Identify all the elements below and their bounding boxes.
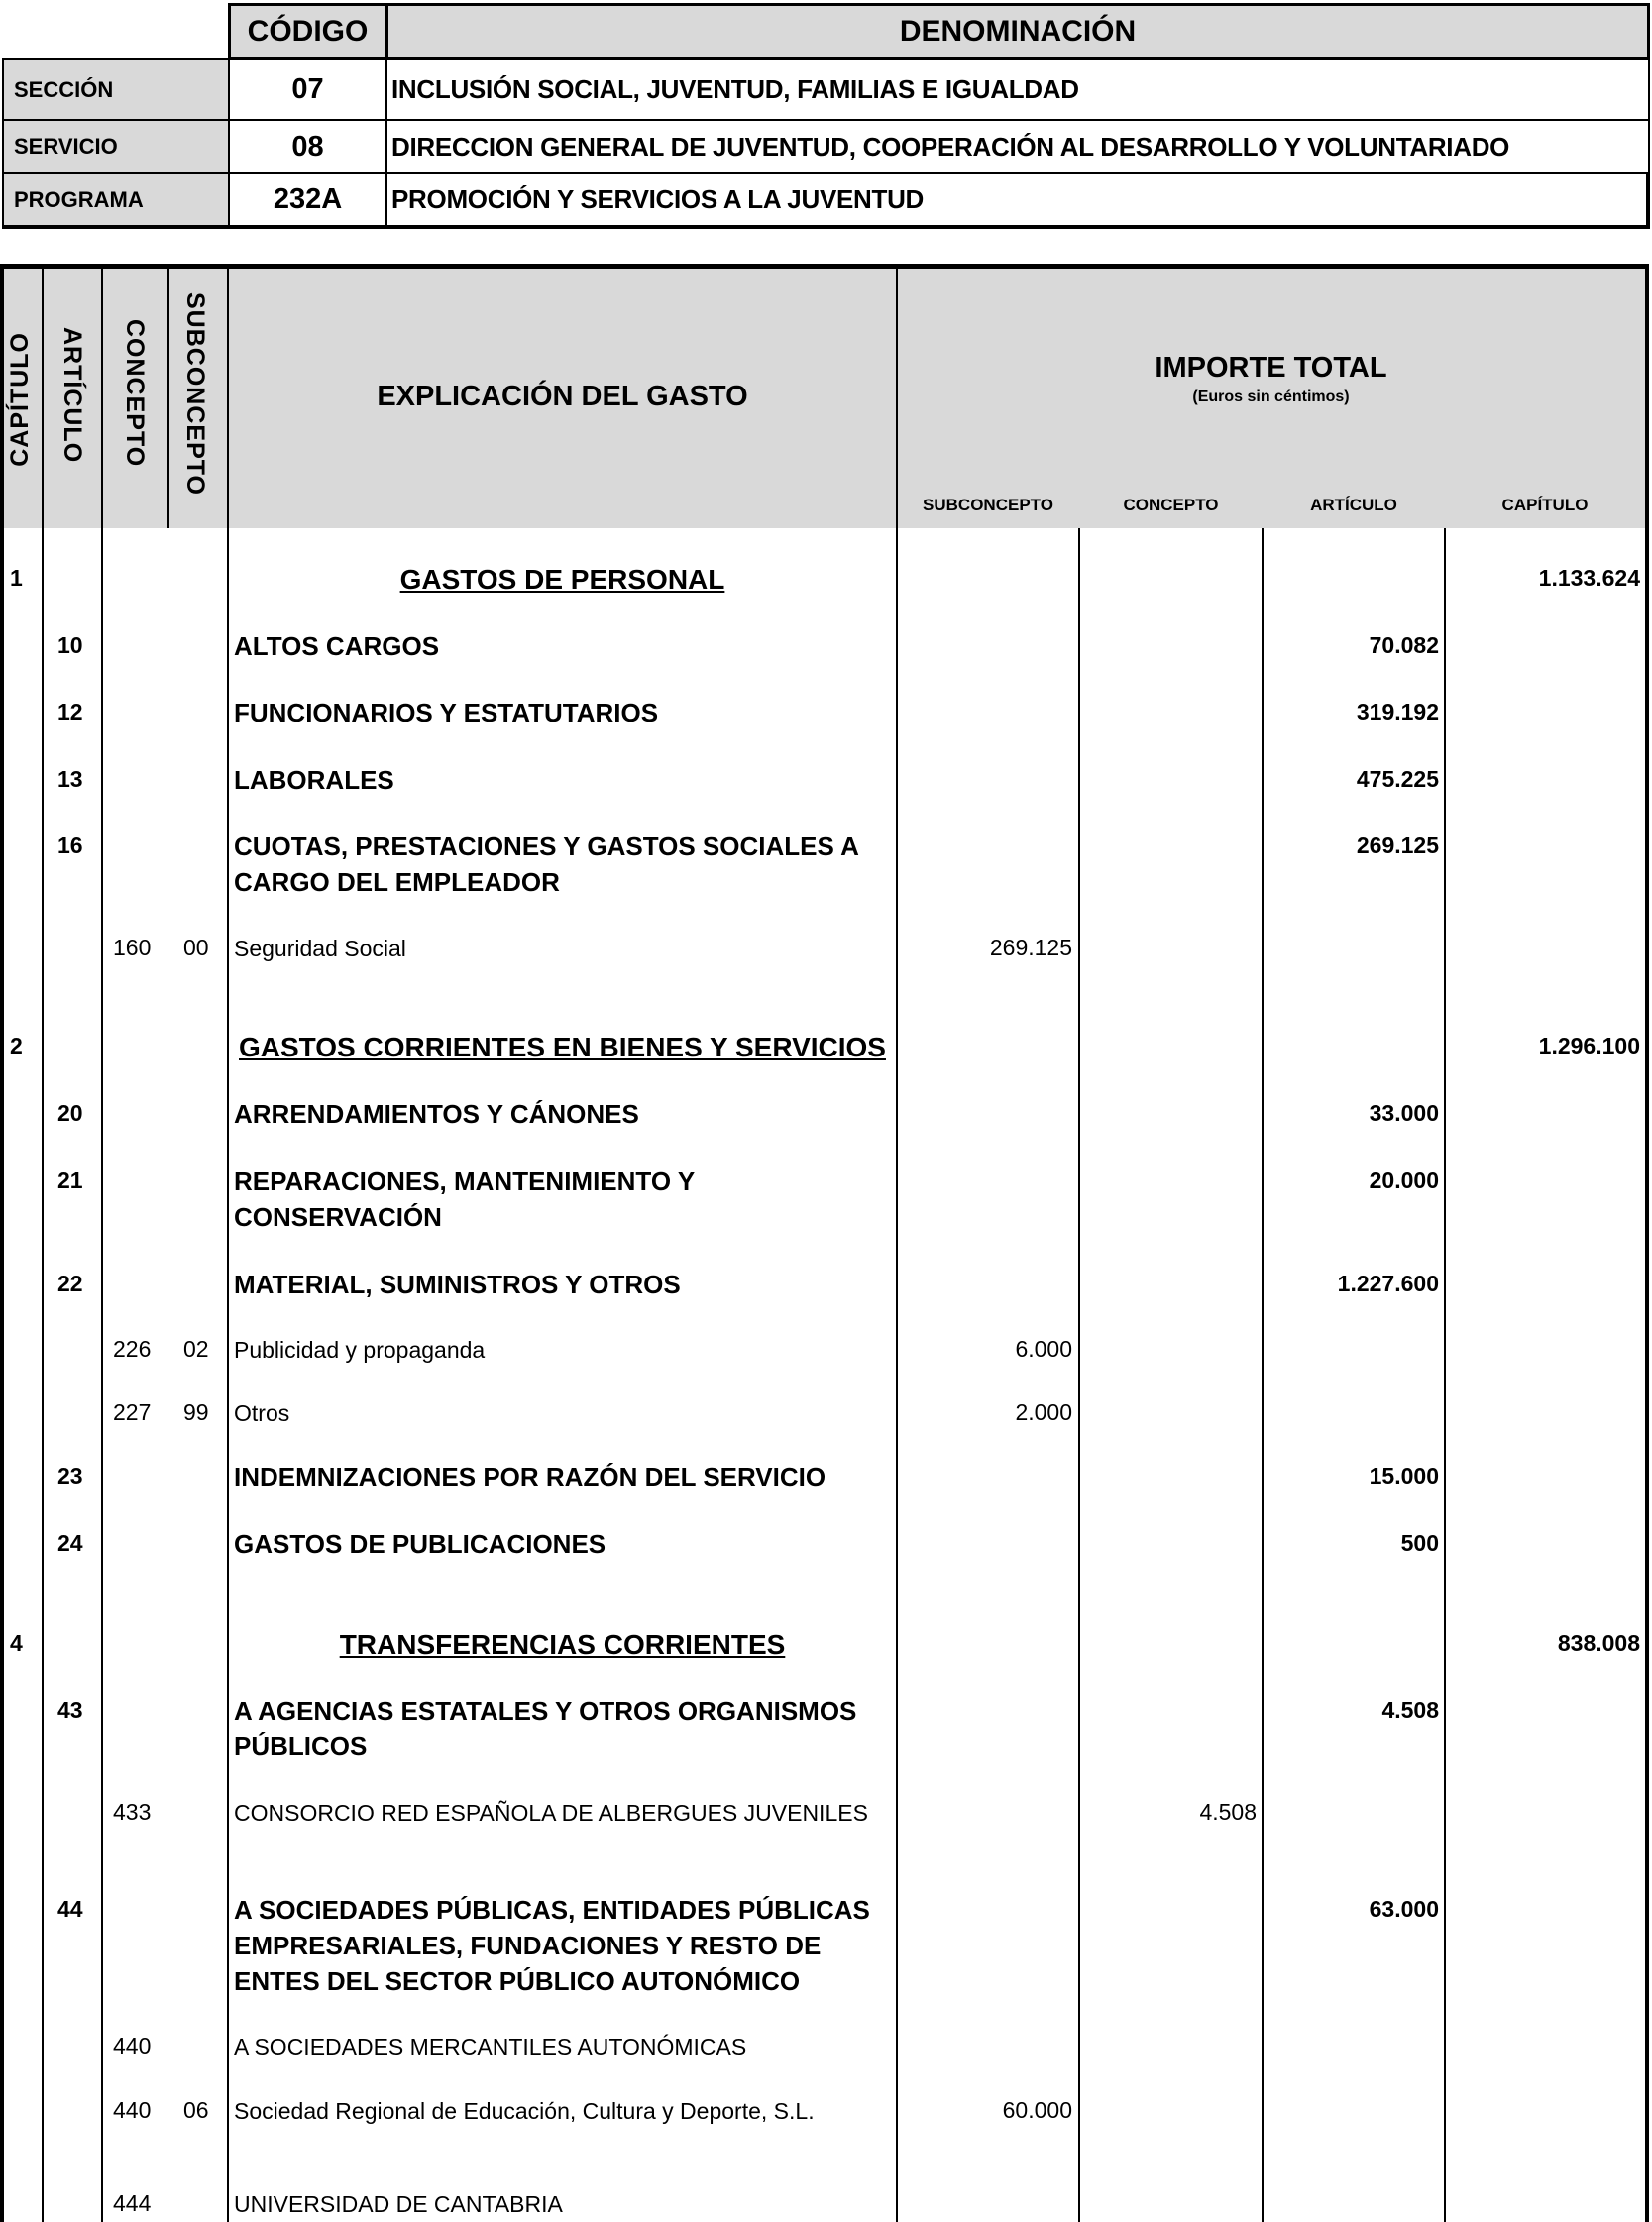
importe-total-subtitle: (Euros sin céntimos) (1192, 389, 1350, 405)
seccion-label: SECCIÓN (2, 58, 230, 121)
articulo-code: 10 (57, 632, 83, 658)
concepto-code: 440 (113, 2097, 152, 2123)
explicacion-text: A AGENCIAS ESTATALES Y OTROS ORGANISMOS PÚBLICOS (234, 1696, 857, 1761)
subconcepto-code: 06 (183, 2097, 209, 2123)
amount-capitulo: 1.133.624 (1538, 565, 1640, 591)
amount-articulo: 15.000 (1369, 1463, 1439, 1489)
articulo-code: 13 (57, 766, 83, 792)
explicacion-text: GASTOS DE PERSONAL (399, 564, 725, 595)
amount-col-articulo: ARTÍCULO (1310, 496, 1397, 514)
right-border (1645, 264, 1649, 2222)
amount-articulo: 1.227.600 (1337, 1271, 1439, 1296)
articulo-code: 16 (57, 833, 83, 858)
explicacion-text: Otros (234, 1400, 290, 1426)
amount-subconcepto: 269.125 (989, 935, 1072, 960)
explicacion-text: Seguridad Social (234, 936, 406, 961)
col-explicacion-header: EXPLICACIÓN DEL GASTO (377, 381, 748, 412)
amount-articulo: 33.000 (1369, 1100, 1439, 1126)
codigo-header: CÓDIGO (228, 3, 387, 60)
servicio-label: SERVICIO (2, 119, 230, 174)
col-articulo-header: ARTÍCULO (58, 327, 86, 464)
denominacion-header: DENOMINACIÓN (385, 3, 1650, 60)
amount-articulo: 70.082 (1369, 632, 1439, 658)
amount-articulo: 4.508 (1381, 1697, 1439, 1722)
amount-col-subconcepto: SUBCONCEPTO (923, 496, 1053, 514)
amount-articulo: 269.125 (1356, 833, 1439, 858)
articulo-code: 21 (57, 1167, 83, 1193)
articulo-code: 43 (57, 1697, 83, 1722)
amount-subconcepto: 60.000 (1002, 2097, 1072, 2123)
subconcepto-code: 99 (183, 1399, 209, 1425)
concepto-code: 444 (113, 2190, 152, 2216)
articulo-code: 44 (57, 1896, 83, 1922)
concepto-code: 227 (113, 1399, 152, 1425)
seccion-code: 07 (228, 58, 387, 121)
col-capitulo-header: CAPÍTULO (6, 332, 34, 467)
explicacion-text: A SOCIEDADES PÚBLICAS, ENTIDADES PÚBLICAS EMPRESARIALES, FUNDACIONES Y RESTO DE ENTES DEL SECTOR PÚBLICO AUTONÓMICO (234, 1895, 870, 1996)
amount-articulo: 500 (1400, 1530, 1439, 1556)
subconcepto-code: 00 (183, 935, 209, 960)
amount-articulo: 63.000 (1369, 1896, 1439, 1922)
explicacion-text: MATERIAL, SUMINISTROS Y OTROS (234, 1270, 681, 1299)
capitulo-code: 2 (10, 1033, 23, 1058)
explicacion-text: A SOCIEDADES MERCANTILES AUTONÓMICAS (234, 2034, 747, 2059)
explicacion-text: UNIVERSIDAD DE CANTABRIA (234, 2191, 563, 2217)
amount-articulo: 475.225 (1356, 766, 1439, 792)
amount-capitulo: 838.008 (1557, 1630, 1640, 1656)
concepto-code: 440 (113, 2033, 152, 2058)
programa-code: 232A (228, 172, 387, 229)
articulo-code: 20 (57, 1100, 83, 1126)
amount-concepto: 4.508 (1199, 1799, 1257, 1825)
explicacion-text: GASTOS CORRIENTES EN BIENES Y SERVICIOS (239, 1032, 886, 1062)
importe-total-title: IMPORTE TOTAL (1155, 352, 1387, 384)
explicacion-text: GASTOS DE PUBLICACIONES (234, 1529, 606, 1559)
programa-name: PROMOCIÓN Y SERVICIOS A LA JUVENTUD (385, 172, 1650, 229)
concepto-code: 226 (113, 1336, 152, 1362)
concepto-code: 160 (113, 935, 152, 960)
explicacion-text: LABORALES (234, 765, 394, 795)
explicacion-text: TRANSFERENCIAS CORRIENTES (339, 1629, 786, 1660)
capitulo-code: 4 (10, 1630, 23, 1656)
col-subconcepto-header: SUBCONCEPTO (181, 292, 209, 497)
col-concepto-header: CONCEPTO (121, 319, 149, 468)
amount-capitulo: 1.296.100 (1538, 1033, 1640, 1058)
subconcepto-code: 02 (183, 1336, 209, 1362)
articulo-code: 22 (57, 1271, 83, 1296)
articulo-code: 23 (57, 1463, 83, 1489)
concepto-code: 433 (113, 1799, 152, 1825)
servicio-code: 08 (228, 119, 387, 174)
explicacion-text: REPARACIONES, MANTENIMIENTO Y CONSERVACIÓN (234, 1167, 695, 1232)
explicacion-text: ALTOS CARGOS (234, 631, 440, 661)
amount-col-concepto: CONCEPTO (1123, 496, 1219, 514)
amount-articulo: 20.000 (1369, 1167, 1439, 1193)
explicacion-text: Publicidad y propaganda (234, 1337, 486, 1363)
amount-col-capitulo: CAPÍTULO (1501, 496, 1589, 514)
articulo-code: 12 (57, 699, 83, 724)
amount-subconcepto: 2.000 (1015, 1399, 1072, 1425)
amount-articulo: 319.192 (1356, 699, 1439, 724)
programa-label: PROGRAMA (2, 172, 230, 229)
seccion-name: INCLUSIÓN SOCIAL, JUVENTUD, FAMILIAS E IGUALDAD (385, 58, 1650, 121)
explicacion-text: CUOTAS, PRESTACIONES Y GASTOS SOCIALES A CARGO DEL EMPLEADOR (234, 832, 858, 897)
capitulo-code: 1 (10, 565, 23, 591)
explicacion-text: CONSORCIO RED ESPAÑOLA DE ALBERGUES JUVENILES (234, 1800, 868, 1826)
left-border (0, 264, 4, 2222)
explicacion-text: Sociedad Regional de Educación, Cultura y Deporte, S.L. (234, 2098, 815, 2124)
amount-subconcepto: 6.000 (1015, 1336, 1072, 1362)
articulo-code: 24 (57, 1530, 83, 1556)
explicacion-text: INDEMNIZACIONES POR RAZÓN DEL SERVICIO (234, 1462, 826, 1492)
servicio-name: DIRECCION GENERAL DE JUVENTUD, COOPERACIÓN AL DESARROLLO Y VOLUNTARIADO (385, 119, 1650, 174)
explicacion-text: FUNCIONARIOS Y ESTATUTARIOS (234, 698, 659, 727)
explicacion-text: ARRENDAMIENTOS Y CÁNONES (234, 1099, 639, 1129)
